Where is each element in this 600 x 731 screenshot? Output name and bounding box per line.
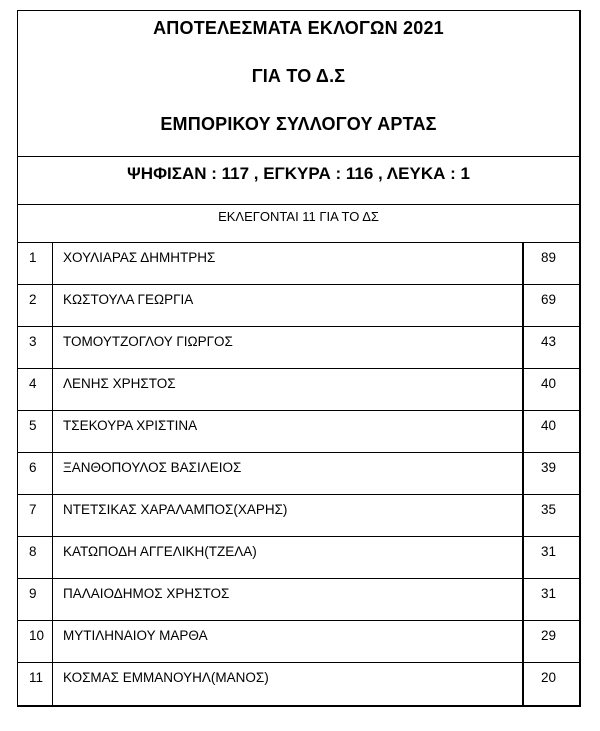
- candidate-name: ΧΟΥΛΙΑΡΑΣ ΔΗΜΗΤΡΗΣ: [53, 243, 524, 284]
- table-row: [18, 327, 579, 369]
- candidate-votes: 29: [541, 628, 557, 643]
- candidate-name: ΤΟΜΟΥΤΖΟΓΛΟΥ ΓΙΩΡΓΟΣ: [53, 327, 524, 368]
- candidate-votes: 89: [541, 250, 557, 265]
- candidate-name: ΛΕΝΗΣ ΧΡΗΣΤΟΣ: [53, 369, 524, 410]
- table-row: [18, 411, 579, 453]
- candidate-votes: 40: [541, 418, 557, 433]
- vote-stats: ΨΗΦΙΣΑΝ : 117 , ΕΓΚΥΡΑ : 116 , ΛΕΥΚΑ : 1: [18, 157, 579, 205]
- candidate-votes: 31: [541, 544, 557, 559]
- title-line-1: ΑΠΟΤΕΛΕΣΜΑΤΑ ΕΚΛΟΓΩΝ 2021: [153, 18, 444, 38]
- elected-note: ΕΚΛΕΓΟΝΤΑΙ 11 ΓΙΑ ΤΟ ΔΣ: [18, 205, 579, 243]
- rank-column-rule: [52, 683, 53, 705]
- candidate-votes: 69: [541, 292, 557, 307]
- candidate-rank: 1: [18, 243, 53, 284]
- candidate-name: ΠΑΛΑΙΟΔΗΜΟΣ ΧΡΗΣΤΟΣ: [53, 579, 524, 620]
- candidate-votes: 31: [541, 586, 557, 601]
- table-row: [18, 495, 579, 537]
- candidate-rank: 7: [18, 495, 53, 536]
- table-bottom-gap: [18, 683, 579, 705]
- candidate-rank: 3: [18, 327, 53, 368]
- table-row: [18, 285, 579, 327]
- candidate-rank: 9: [18, 579, 53, 620]
- candidate-votes: 20: [541, 670, 557, 685]
- candidate-name: ΚΩΣΤΟΥΛΑ ΓΕΩΡΓΙΑ: [53, 285, 524, 326]
- candidate-name: ΝΤΕΤΣΙΚΑΣ ΧΑΡΑΛΑΜΠΟΣ(ΧΑΡΗΣ): [53, 495, 524, 536]
- candidate-votes: 40: [541, 376, 557, 391]
- candidate-rank: 6: [18, 453, 53, 494]
- candidate-rank: 2: [18, 285, 53, 326]
- candidate-votes: 39: [541, 460, 557, 475]
- votes-column-rule: [522, 683, 524, 705]
- candidate-rank: 4: [18, 369, 53, 410]
- candidate-rank: 10: [18, 621, 53, 662]
- title-block: [18, 11, 579, 157]
- title-line-2: ΓΙΑ ΤΟ Δ.Σ: [251, 66, 346, 86]
- candidate-rank: 5: [18, 411, 53, 452]
- table-row: [18, 369, 579, 411]
- candidate-name: ΜΥΤΙΛΗΝΑΙΟΥ ΜΑΡΘΑ: [53, 621, 524, 662]
- candidate-name: ΞΑΝΘΟΠΟΥΛΟΣ ΒΑΣΙΛΕΙΟΣ: [53, 453, 524, 494]
- results-document: [17, 10, 581, 707]
- candidates-table: [18, 243, 579, 705]
- candidate-name: ΚΑΤΩΠΟΔΗ ΑΓΓΕΛΙΚΗ(ΤΖΕΛΑ): [53, 537, 524, 578]
- table-row: [18, 621, 579, 663]
- candidate-votes: 35: [541, 502, 557, 517]
- table-row: [18, 453, 579, 495]
- candidate-votes: 43: [541, 334, 557, 349]
- candidate-rank: 11: [18, 663, 53, 705]
- table-row: [18, 537, 579, 579]
- candidate-name: ΤΣΕΚΟΥΡΑ ΧΡΙΣΤΙΝΑ: [53, 411, 524, 452]
- table-row: [18, 243, 579, 285]
- title-line-3: ΕΜΠΟΡΙΚΟΥ ΣΥΛΛΟΓΟΥ ΑΡΤΑΣ: [160, 114, 437, 134]
- candidate-name: ΚΟΣΜΑΣ ΕΜΜΑΝΟΥΗΛ(ΜΑΝΟΣ): [53, 663, 524, 705]
- candidate-rank: 8: [18, 537, 53, 578]
- table-row: [18, 579, 579, 621]
